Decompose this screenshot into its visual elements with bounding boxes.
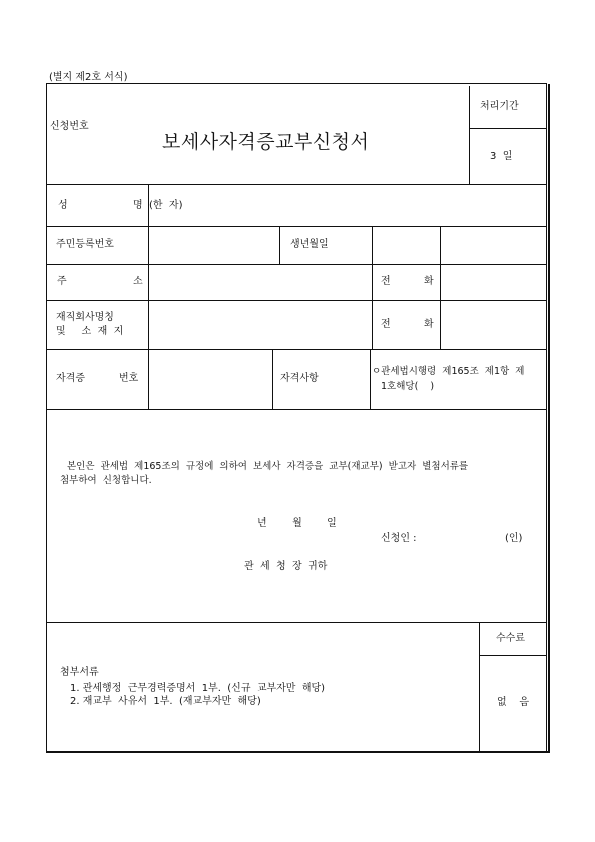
attachment-item-1: 1. 관세행정 근무경력증명서 1부. (신규 교부자만 해당) [70, 683, 326, 694]
license-number-label-right: 번호 [119, 373, 139, 384]
phone-field-2[interactable] [442, 302, 544, 347]
applicant-name-field[interactable] [424, 528, 500, 546]
birthdate-label: 생년월일 [290, 239, 329, 250]
name-label-left: 성 [58, 200, 68, 211]
fee-value: 없 음 [497, 697, 530, 708]
phone-label-1-left: 전 [381, 276, 391, 287]
address-field[interactable] [150, 266, 370, 298]
resident-number-field[interactable] [150, 228, 277, 262]
phone-label-2-right: 화 [424, 319, 434, 330]
license-matter-line2: 1호해당( ) [381, 381, 435, 392]
workplace-field[interactable] [150, 302, 370, 347]
name-field[interactable] [188, 187, 544, 224]
license-number-field[interactable] [150, 351, 270, 407]
resident-number-label: 주민등록번호 [56, 239, 114, 250]
processing-period-label: 처리기간 [480, 101, 519, 112]
statement-line1: 본인은 관세법 제165조의 규정에 의하여 보세사 자격증을 교부(재교부) 받고자 별첨서류를 [67, 461, 469, 472]
name-label-right: 명 [133, 200, 143, 211]
attachments-heading: 첨부서류 [60, 667, 99, 678]
birthdate-field-2[interactable] [442, 228, 544, 262]
workplace-label-line1: 재직회사명칭 [56, 312, 114, 323]
form-title: 보세사자격증교부신청서 [162, 131, 370, 153]
phone-label-1-right: 화 [424, 276, 434, 287]
seal-mark: (인) [505, 533, 523, 544]
address-label-right: 소 [133, 276, 143, 287]
license-matter-line1: ㅇ관세법시행령 제165조 제1항 제 [372, 366, 525, 377]
addressee: 관 세 청 장 귀하 [244, 561, 328, 572]
statement-line2: 첨부하여 신청합니다. [60, 475, 152, 486]
license-matter-label: 자격사항 [280, 373, 319, 384]
name-hanja-label: (한 자) [149, 200, 183, 211]
birthdate-field-1[interactable] [374, 228, 438, 262]
fee-label: 수수료 [496, 633, 525, 644]
workplace-label-line2: 및 소 재 지 [56, 326, 124, 337]
license-number-label-left: 자격증 [56, 373, 85, 384]
processing-period-value: 3 일 [490, 151, 513, 162]
attachment-item-2: 2. 재교부 사유서 1부. (재교부자만 해당) [70, 696, 261, 707]
form-number-label: (별지 제2호 서식) [49, 72, 128, 83]
phone-label-2-left: 전 [381, 319, 391, 330]
application-number-label: 신청번호 [50, 121, 89, 132]
application-date: 년 월 일 [257, 518, 337, 529]
phone-field-1[interactable] [442, 266, 544, 298]
address-label-left: 주 [57, 276, 67, 287]
applicant-label: 신청인 : [381, 533, 417, 544]
